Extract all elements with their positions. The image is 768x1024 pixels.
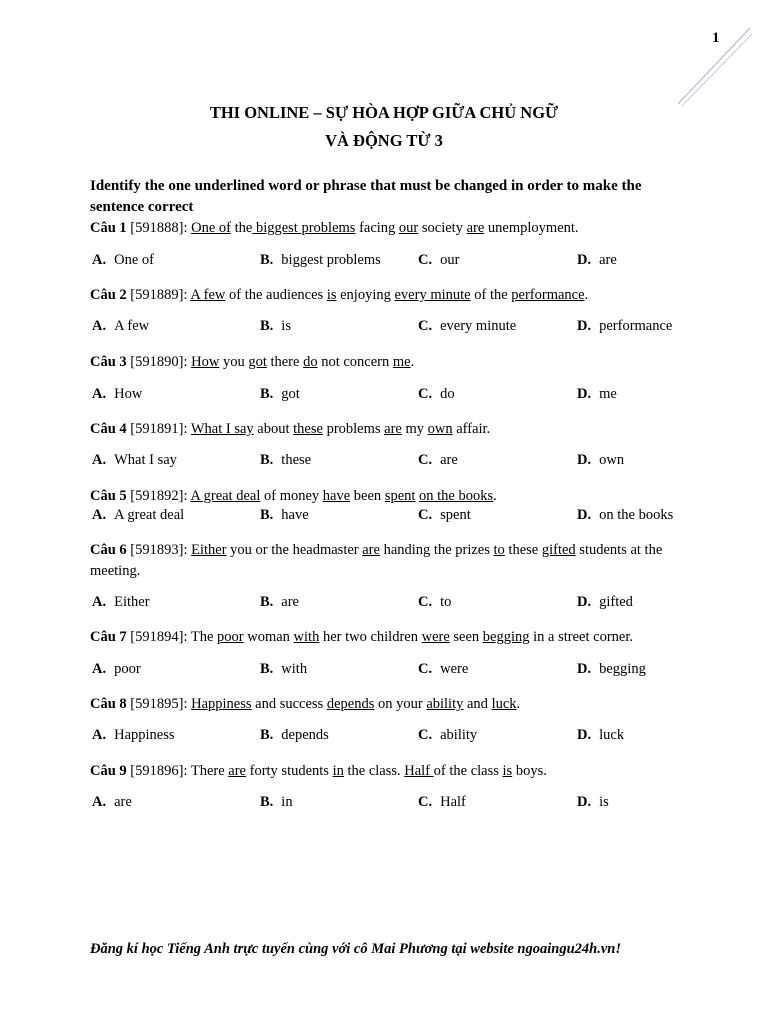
question-1 (90, 218, 690, 239)
option-letter: D. (577, 794, 592, 810)
answer-options (0, 661, 768, 681)
question-id: [591890]: (130, 354, 188, 370)
option-a[interactable] (92, 794, 132, 811)
underlined-phrase: own (427, 421, 453, 437)
question-6 (90, 540, 690, 582)
sentence-text: of money (260, 488, 323, 504)
sentence-text: there (266, 354, 304, 370)
option-letter: C. (418, 507, 433, 523)
sentence-text: these (504, 542, 542, 558)
question-id: [591894]: (130, 629, 188, 645)
option-letter: D. (577, 661, 592, 677)
option-a[interactable] (92, 318, 149, 335)
sentence-text: students at the meeting. (90, 542, 663, 579)
question-label: Câu 5 (90, 488, 127, 504)
option-text: in (281, 794, 293, 810)
option-letter: B. (260, 661, 274, 677)
option-text: What I say (114, 452, 177, 468)
option-text: is (599, 794, 609, 810)
option-letter: D. (577, 727, 592, 743)
option-letter: B. (260, 252, 274, 268)
option-b[interactable] (260, 661, 307, 678)
option-letter: D. (577, 594, 592, 610)
option-letter: A. (92, 452, 107, 468)
underlined-phrase: got (248, 354, 267, 370)
option-text: luck (599, 727, 625, 743)
sentence-text: of the class (433, 763, 503, 779)
sentence-text: affair. (452, 421, 491, 437)
sentence-text: problems (322, 421, 385, 437)
option-b[interactable] (260, 318, 291, 335)
option-d[interactable] (577, 507, 673, 524)
option-letter: A. (92, 507, 107, 523)
option-b[interactable] (260, 594, 299, 611)
option-text: spent (440, 507, 471, 523)
option-text: on the books (599, 507, 674, 523)
option-letter: C. (418, 318, 433, 334)
underlined-phrase: do (303, 354, 318, 370)
option-text: Either (114, 594, 150, 610)
option-letter: B. (260, 727, 274, 743)
question-9 (90, 761, 690, 782)
sentence-text: unemployment. (484, 220, 579, 236)
option-letter: B. (260, 318, 274, 334)
option-c[interactable] (418, 252, 459, 269)
option-text: every minute (440, 318, 517, 334)
option-c[interactable] (418, 386, 455, 403)
option-d[interactable] (577, 452, 624, 469)
sentence-text: about (253, 421, 294, 437)
option-text: A few (114, 318, 150, 334)
underlined-phrase: depends (326, 696, 375, 712)
option-d[interactable] (577, 727, 624, 744)
answer-options (0, 318, 768, 338)
underlined-phrase: our (398, 220, 419, 236)
underlined-phrase: What I say (190, 421, 254, 437)
sentence-text: been (350, 488, 385, 504)
option-d[interactable] (577, 794, 609, 811)
underlined-phrase: A great deal (190, 488, 261, 504)
sentence-text: and success (251, 696, 327, 712)
option-b[interactable] (260, 507, 309, 524)
question-id: [591896]: (130, 763, 188, 779)
option-text: depends (281, 727, 329, 743)
option-text: Happiness (114, 727, 175, 743)
question-8 (90, 694, 690, 715)
option-text: biggest problems (281, 252, 381, 268)
option-letter: A. (92, 386, 107, 402)
underlined-phrase: on the books (419, 488, 494, 504)
answer-options (0, 386, 768, 406)
underlined-phrase: Either (191, 542, 227, 558)
option-c[interactable] (418, 318, 516, 335)
option-text: do (440, 386, 455, 402)
underlined-phrase: have (322, 488, 351, 504)
question-5 (90, 486, 690, 507)
sentence-text: enjoying (336, 287, 395, 303)
option-letter: D. (577, 452, 592, 468)
option-text: me (599, 386, 617, 402)
sentence-text: . (493, 488, 497, 504)
sentence-text: you or the headmaster (226, 542, 363, 558)
option-a[interactable] (92, 727, 175, 744)
title-line-2: VÀ ĐỘNG TỪ 3 (325, 131, 443, 150)
underlined-phrase: begging (482, 629, 530, 645)
underlined-phrase: in (332, 763, 344, 779)
option-c[interactable] (418, 452, 458, 469)
option-text: are (281, 594, 299, 610)
question-label: Câu 2 (90, 287, 127, 303)
option-text: gifted (599, 594, 633, 610)
underlined-phrase: poor (217, 629, 244, 645)
option-b[interactable] (260, 252, 381, 269)
option-letter: C. (418, 386, 433, 402)
underlined-phrase: How (191, 354, 220, 370)
option-b[interactable] (260, 727, 329, 744)
option-letter: A. (92, 252, 107, 268)
option-text: these (281, 452, 312, 468)
sentence-text: in a street corner. (529, 629, 633, 645)
sentence-text: forty students (245, 763, 333, 779)
option-a[interactable] (92, 594, 150, 611)
answer-options (0, 252, 768, 272)
option-a[interactable] (92, 386, 142, 403)
option-b[interactable] (260, 452, 311, 469)
option-letter: D. (577, 252, 592, 268)
underlined-phrase: Half (404, 763, 434, 779)
question-3 (90, 352, 690, 373)
option-d[interactable] (577, 318, 672, 335)
option-text: poor (114, 661, 141, 677)
question-id: [591888]: (130, 220, 188, 236)
option-text: have (281, 507, 309, 523)
question-label: Câu 9 (90, 763, 127, 779)
option-text: are (114, 794, 132, 810)
answer-options (0, 794, 768, 814)
sentence-text: . (584, 287, 589, 303)
underlined-phrase: One of (191, 220, 231, 236)
option-text: our (440, 252, 460, 268)
question-label: Câu 7 (90, 629, 127, 645)
sentence-text: the class. (343, 763, 405, 779)
footer-promo: Đăng kí học Tiếng Anh trực tuyến cùng với cô Mai Phương tại website ngoaingu24h.vn! (90, 941, 621, 957)
option-c[interactable] (418, 727, 477, 744)
answer-options (0, 507, 768, 527)
option-letter: D. (577, 386, 592, 402)
option-b[interactable] (260, 794, 293, 811)
question-4 (90, 419, 690, 440)
option-a[interactable] (92, 661, 141, 678)
option-letter: C. (418, 727, 433, 743)
option-letter: C. (418, 594, 433, 610)
underlined-phrase: performance (511, 287, 585, 303)
option-b[interactable] (260, 386, 300, 403)
document-title (0, 99, 768, 155)
question-label: Câu 1 (90, 220, 127, 236)
underlined-phrase: A few (190, 287, 226, 303)
option-letter: C. (418, 252, 433, 268)
underlined-phrase: are (466, 220, 485, 236)
page-corner-decoration (672, 20, 754, 110)
underlined-phrase: to (493, 542, 505, 558)
underlined-phrase: are (228, 763, 246, 779)
answer-options (0, 452, 768, 472)
sentence-text: you (219, 354, 249, 370)
sentence-text: of the (470, 287, 512, 303)
question-2 (90, 285, 690, 306)
sentence-text: of the audiences (225, 287, 327, 303)
sentence-text: seen (449, 629, 483, 645)
option-letter: C. (418, 794, 433, 810)
sentence-text: not concern (317, 354, 393, 370)
sentence-text: handing the prizes (379, 542, 494, 558)
option-c[interactable] (418, 507, 471, 524)
option-a[interactable] (92, 252, 154, 269)
option-text: begging (599, 661, 646, 677)
question-id: [591891]: (130, 421, 188, 437)
underlined-phrase: every minute (394, 287, 471, 303)
option-c[interactable] (418, 661, 468, 678)
option-d[interactable] (577, 661, 646, 678)
underlined-phrase: is (502, 763, 513, 779)
underlined-phrase: biggest problems (252, 220, 356, 236)
option-a[interactable] (92, 507, 184, 524)
question-label: Câu 3 (90, 354, 127, 370)
underlined-phrase: spent (384, 488, 416, 504)
option-letter: B. (260, 452, 274, 468)
sentence-text: There (187, 763, 229, 779)
underlined-phrase: with (293, 629, 320, 645)
sentence-text: her two children (319, 629, 422, 645)
option-letter: B. (260, 594, 274, 610)
sentence-text: the (230, 220, 253, 236)
instruction: Identify the one underlined word or phrase that must be changed in order to make the sentence correct (90, 178, 642, 215)
option-letter: B. (260, 386, 274, 402)
question-label: Câu 4 (90, 421, 127, 437)
underlined-phrase: these (293, 421, 323, 437)
option-d[interactable] (577, 252, 617, 269)
option-text: Half (440, 794, 466, 810)
underlined-phrase: are (384, 421, 402, 437)
sentence-text: boys. (512, 763, 547, 779)
option-letter: B. (260, 507, 274, 523)
sentence-text: The (187, 629, 218, 645)
option-text: were (440, 661, 469, 677)
option-text: performance (599, 318, 673, 334)
sentence-text: society (418, 220, 467, 236)
option-text: own (599, 452, 625, 468)
answer-options (0, 727, 768, 747)
option-letter: D. (577, 507, 592, 523)
option-letter: A. (92, 794, 107, 810)
page-number: 1 (712, 30, 720, 46)
question-label: Câu 8 (90, 696, 127, 712)
option-c[interactable] (418, 594, 451, 611)
underlined-phrase: is (326, 287, 337, 303)
option-letter: A. (92, 318, 107, 334)
underlined-phrase: are (362, 542, 380, 558)
option-letter: C. (418, 452, 433, 468)
answer-options (0, 594, 768, 614)
option-letter: D. (577, 318, 592, 334)
sentence-text: . (410, 354, 415, 370)
question-id: [591892]: (130, 488, 188, 504)
option-text: ability (440, 727, 478, 743)
sentence-text: my (401, 421, 428, 437)
option-text: A great deal (114, 507, 185, 523)
option-letter: C. (418, 661, 433, 677)
underlined-phrase: gifted (541, 542, 576, 558)
underlined-phrase: me (392, 354, 411, 370)
option-text: with (281, 661, 308, 677)
underlined-phrase: luck (491, 696, 517, 712)
option-text: are (440, 452, 458, 468)
option-text: is (281, 318, 291, 334)
option-text: How (114, 386, 143, 402)
option-text: are (599, 252, 617, 268)
question-id: [591893]: (130, 542, 188, 558)
question-7 (90, 627, 690, 648)
sentence-text: on your (374, 696, 427, 712)
option-text: One of (114, 252, 154, 268)
underlined-phrase: Happiness (191, 696, 252, 712)
sentence-text: woman (243, 629, 294, 645)
option-d[interactable] (577, 386, 617, 403)
option-text: got (281, 386, 300, 402)
option-c[interactable] (418, 794, 466, 811)
sentence-text: and (463, 696, 492, 712)
sentence-text: facing (355, 220, 399, 236)
title-line-1: THI ONLINE – SỰ HÒA HỢP GIỮA CHỦ NGỮ (209, 103, 559, 122)
underlined-phrase: ability (426, 696, 464, 712)
option-letter: A. (92, 727, 107, 743)
option-text: to (440, 594, 452, 610)
option-a[interactable] (92, 452, 177, 469)
sentence-text: . (516, 696, 521, 712)
question-label: Câu 6 (90, 542, 127, 558)
option-d[interactable] (577, 594, 633, 611)
option-letter: A. (92, 594, 107, 610)
underlined-phrase: were (421, 629, 450, 645)
option-letter: B. (260, 794, 274, 810)
option-letter: A. (92, 661, 107, 677)
question-id: [591895]: (130, 696, 188, 712)
question-id: [591889]: (130, 287, 188, 303)
